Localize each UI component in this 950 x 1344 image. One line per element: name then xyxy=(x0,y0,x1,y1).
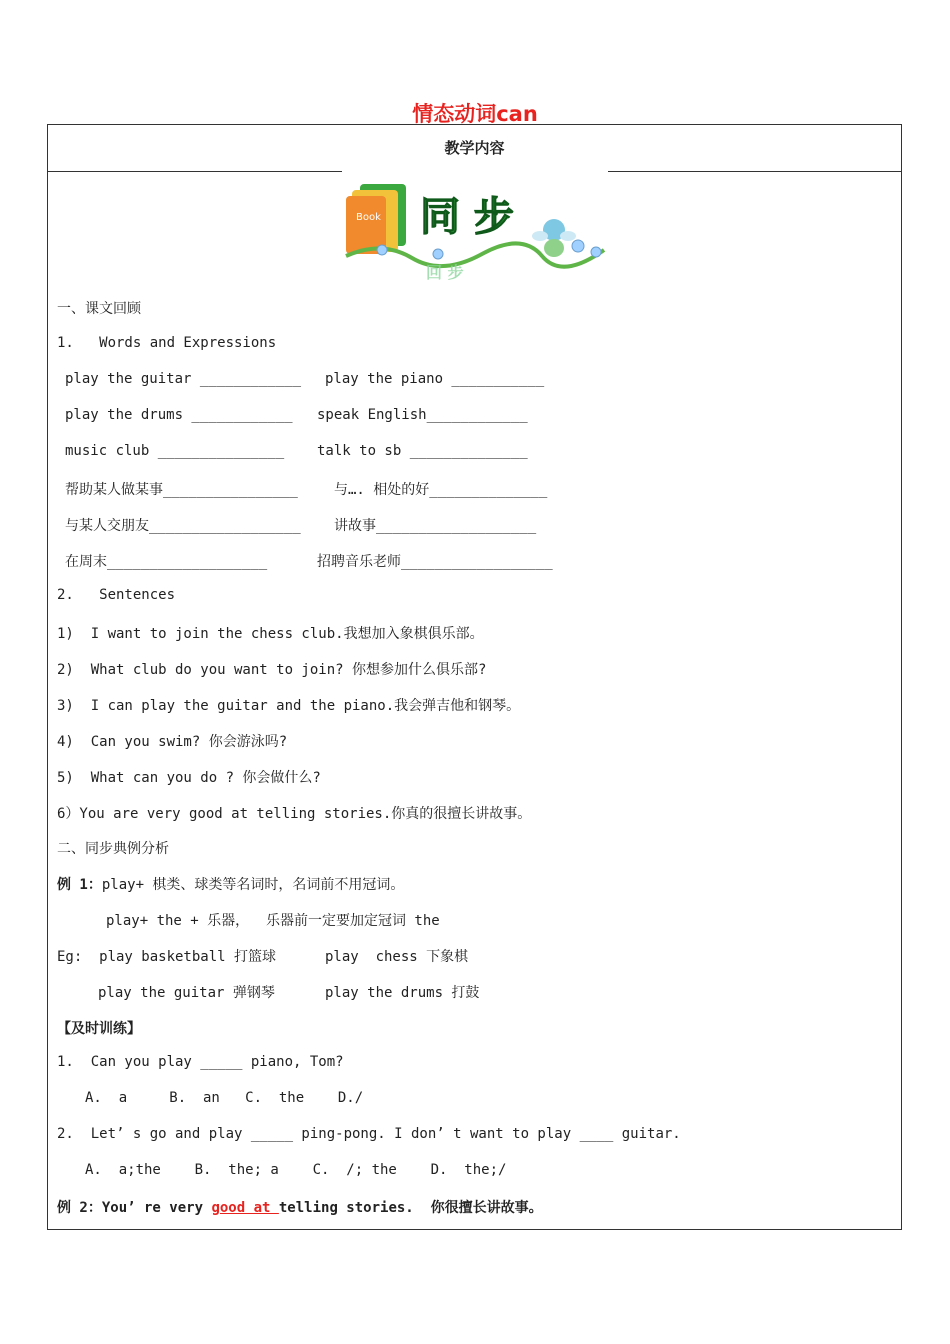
word-item: play the piano ___________ xyxy=(325,371,545,387)
word-item: music club _______________ xyxy=(65,443,285,459)
sentence-item: 3) I can play the guitar and the piano.我会弹吉他和钢琴。 xyxy=(57,698,521,714)
words-heading: 1. Words and Expressions xyxy=(57,335,277,351)
word-item: 招聘音乐老师__________________ xyxy=(317,554,553,570)
banner-reflection: 回 步 xyxy=(426,263,464,282)
word-item: 与…. 相处的好______________ xyxy=(334,482,548,498)
content-table xyxy=(47,124,902,1230)
sentence-item: 2) What club do you want to join? 你想参加什么俱乐部? xyxy=(57,662,487,678)
word-item: 在周末___________________ xyxy=(65,554,268,570)
example-1-rule: play+ the + 乐器， 乐器前一定要加定冠词 the xyxy=(106,913,440,929)
svg-text:Book: Book xyxy=(356,212,381,223)
word-item: 与某人交朋友__________________ xyxy=(65,518,301,534)
eg-item: play chess 下象棋 xyxy=(325,949,469,965)
question-2-options: A. a;the B. the; a C. /; the D. the;/ xyxy=(85,1162,507,1178)
practice-heading: 【及时训练】 xyxy=(57,1021,141,1037)
question-2: 2. Let’ s go and play _____ ping-pong. I don’ t want to play ____ guitar. xyxy=(57,1126,681,1142)
example-text-after: telling stories. 你很擅长讲故事。 xyxy=(278,1200,543,1216)
question-1: 1. Can you play _____ piano, Tom? xyxy=(57,1054,344,1070)
sentence-item: 5) What can you do ? 你会做什么? xyxy=(57,770,321,786)
word-item: 帮助某人做某事________________ xyxy=(65,482,298,498)
word-item: speak English____________ xyxy=(317,407,528,423)
word-item: play the guitar ____________ xyxy=(65,371,302,387)
word-item: 讲故事___________________ xyxy=(334,518,537,534)
books-icon xyxy=(346,184,406,254)
example-2 xyxy=(57,1197,543,1217)
example-label: 例 1： xyxy=(57,877,102,893)
sentence-item: 1) I want to join the chess club.我想加入象棋俱乐部。 xyxy=(57,626,484,642)
example-label: 例 2： xyxy=(57,1200,102,1216)
eg-item: Eg: play basketball 打篮球 xyxy=(57,949,277,965)
example-text: play+ 棋类、球类等名词时，名词前不用冠词。 xyxy=(101,877,405,893)
sentence-item: 4) Can you swim? 你会游泳吗? xyxy=(57,734,288,750)
question-1-options: A. a B. an C. the D./ xyxy=(85,1090,364,1106)
section-review: 一、课文回顾 xyxy=(57,301,141,317)
example-1 xyxy=(57,874,404,894)
sync-banner xyxy=(342,170,608,288)
table-header: 教学内容 xyxy=(48,125,901,172)
sentence-item: 6）You are very good at telling stories.你真的很擅长讲故事。 xyxy=(57,806,532,822)
highlight-phrase: good at xyxy=(211,1200,279,1216)
word-item: play the drums ____________ xyxy=(65,407,293,423)
eg-item: play the drums 打鼓 xyxy=(325,985,480,1001)
sentences-heading: 2. Sentences xyxy=(57,587,176,603)
banner-text: 同 步 xyxy=(420,194,514,240)
page-title: 情态动词can xyxy=(412,102,538,126)
example-text-before: You’ re very xyxy=(101,1200,212,1216)
eg-item: play the guitar 弹钢琴 xyxy=(98,985,275,1001)
word-item: talk to sb ______________ xyxy=(317,443,528,459)
section-analysis: 二、同步典例分析 xyxy=(57,841,169,857)
